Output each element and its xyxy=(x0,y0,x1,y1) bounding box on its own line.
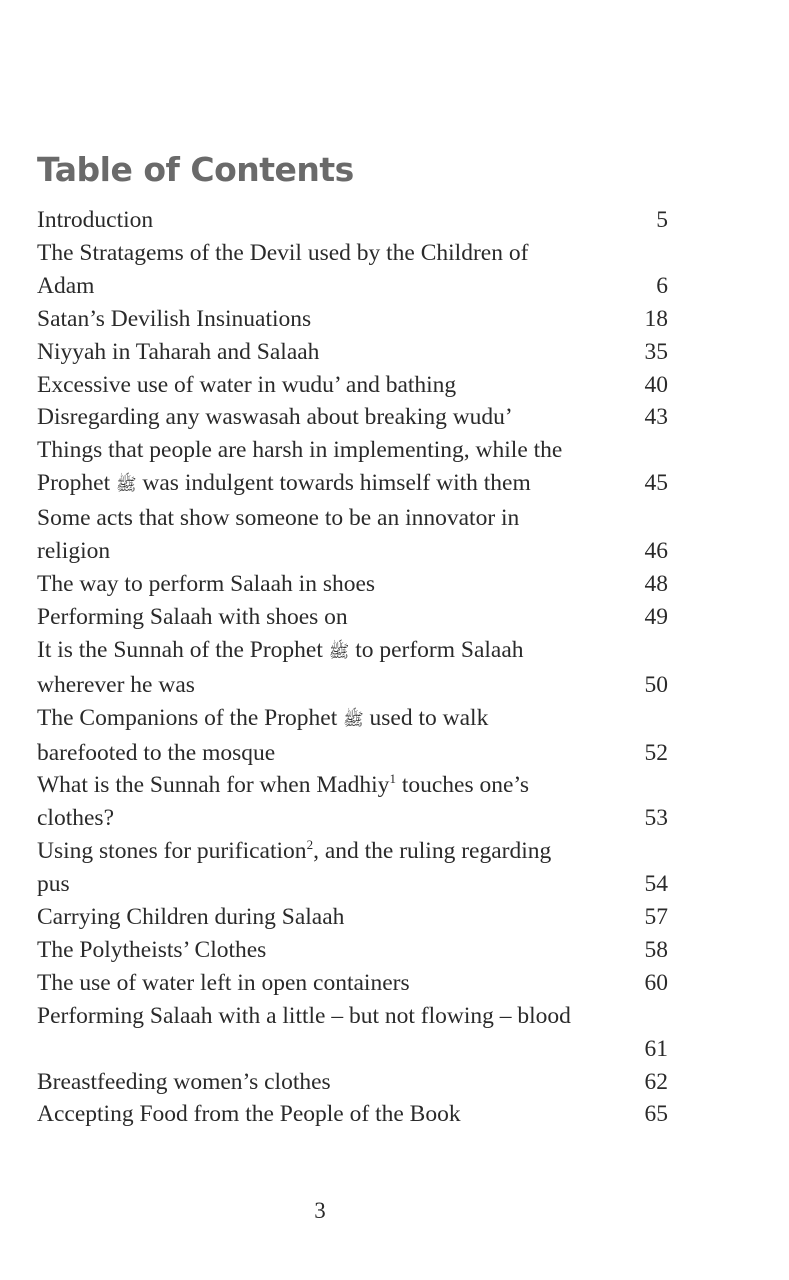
toc-entry-line xyxy=(37,369,668,402)
toc-entry-line xyxy=(37,204,668,237)
toc-entry-line xyxy=(37,802,668,835)
honorific-glyph: ﷺ xyxy=(328,641,350,661)
toc-entry[interactable] xyxy=(37,237,668,303)
honorific-glyph: ﷺ xyxy=(115,475,137,495)
toc-entry-line xyxy=(37,901,668,934)
toc-entry[interactable] xyxy=(37,502,668,568)
toc-entry-title: Carrying Children during Salaah xyxy=(37,904,345,931)
toc-entry-title: Adam xyxy=(37,272,95,299)
toc-entry-line xyxy=(37,270,668,303)
toc-entry-page: 5 xyxy=(656,207,668,233)
toc-entry-title: Some acts that show someone to be an innovator in xyxy=(37,505,520,532)
toc-entry[interactable] xyxy=(37,934,668,967)
toc-entry-page: 54 xyxy=(644,871,668,898)
toc-entry-title: Accepting Food from the People of the Book xyxy=(37,1101,461,1128)
toc-entry-page: 18 xyxy=(644,305,668,332)
page-number: 3 xyxy=(314,1198,326,1223)
toc-entry[interactable] xyxy=(37,434,668,502)
toc-entry-line xyxy=(37,502,668,535)
toc-entry[interactable] xyxy=(37,568,668,601)
toc-entry-line xyxy=(37,336,668,369)
toc-entry-page: 58 xyxy=(644,936,668,963)
toc-entry-title: Excessive use of water in wudu’ and bathing xyxy=(37,371,457,398)
toc-entry-line xyxy=(37,967,668,1000)
toc-entry-line xyxy=(37,401,668,434)
toc-entry-line xyxy=(37,434,668,467)
toc-entry-line xyxy=(37,535,668,568)
toc-entry-page: 61 xyxy=(644,1035,668,1062)
toc-entry-title: Breastfeeding women’s clothes xyxy=(37,1068,331,1095)
toc-entry-line xyxy=(37,634,668,669)
toc-entry-title: The Stratagems of the Devil used by the Children of xyxy=(37,239,529,266)
toc-entry-page: 35 xyxy=(644,338,668,365)
toc-entry-page: 60 xyxy=(644,969,668,996)
toc-entry-title: wherever he was xyxy=(37,671,195,698)
toc-entry-line xyxy=(37,702,668,737)
toc-entry-line xyxy=(37,868,668,901)
toc-entry-page: 40 xyxy=(644,371,668,398)
toc-entry[interactable] xyxy=(37,1066,668,1099)
toc-entry-title: Satan’s Devilish Insinuations xyxy=(37,305,312,332)
toc-entry-page: 52 xyxy=(644,739,668,766)
toc-entry[interactable] xyxy=(37,901,668,934)
toc-entry[interactable] xyxy=(37,769,668,835)
toc-entry[interactable] xyxy=(37,702,668,770)
toc-entry-line xyxy=(37,303,668,336)
toc-entry-line xyxy=(37,769,668,802)
toc-entry-title: It is the Sunnah of the Prophet ﷺ to perform Salaah xyxy=(37,636,524,663)
toc-entry-line xyxy=(37,737,668,770)
toc-entry-page: 57 xyxy=(644,904,668,931)
toc-entry-title: Performing Salaah with shoes on xyxy=(37,603,348,630)
toc-entry[interactable] xyxy=(37,1000,668,1066)
toc-entry[interactable] xyxy=(37,835,668,901)
toc-entry[interactable] xyxy=(37,634,668,702)
toc-entry-line xyxy=(37,934,668,967)
toc-entry-page: 50 xyxy=(644,671,668,698)
toc-entry-title: Performing Salaah with a little – but not flowing – blood xyxy=(37,1002,571,1029)
toc-entry-title: The Companions of the Prophet ﷺ used to walk xyxy=(37,704,489,731)
toc-entry[interactable] xyxy=(37,303,668,336)
toc-entry-line xyxy=(37,467,668,502)
toc-entry-page: 6 xyxy=(656,272,668,299)
toc-entry-title: The way to perform Salaah in shoes xyxy=(37,570,376,597)
toc-entry[interactable] xyxy=(37,1098,668,1131)
toc-entry-title: Things that people are harsh in implementing, while the xyxy=(37,437,563,464)
toc-entry-page: 46 xyxy=(644,538,668,565)
toc-entry-page: 43 xyxy=(644,404,668,431)
toc-entry-line xyxy=(37,568,668,601)
toc-entry-title: What is the Sunnah for when Madhiy$^1$ touches one’s xyxy=(37,771,530,799)
page-title: Table of Contents xyxy=(37,150,354,189)
toc-entry-title: The use of water left in open containers xyxy=(37,969,410,996)
toc-entry-page: 65 xyxy=(644,1101,668,1128)
toc-entry-line xyxy=(37,237,668,270)
toc-entry-title: barefooted to the mosque xyxy=(37,739,276,766)
toc-entry-line xyxy=(37,1098,668,1131)
toc-entry[interactable] xyxy=(37,967,668,1000)
toc-entry-title: pus xyxy=(37,871,70,898)
toc-entry[interactable] xyxy=(37,369,668,402)
toc-entry-page: 62 xyxy=(644,1068,668,1095)
toc-entry-title: The Polytheists’ Clothes xyxy=(37,936,267,963)
toc-entry-title: Disregarding any waswasah about breaking wudu’ xyxy=(37,404,513,431)
toc-entry-page: 45 xyxy=(644,470,668,497)
toc-entry-line xyxy=(37,1033,668,1066)
toc-entry-title: religion xyxy=(37,538,111,565)
toc-entry-title: Using stones for purification$^2$, and the ruling regarding xyxy=(37,837,552,865)
toc-entry[interactable] xyxy=(37,336,668,369)
toc-entry[interactable] xyxy=(37,401,668,434)
honorific-glyph: ﷺ xyxy=(343,709,364,729)
footnote-marker: 2 xyxy=(306,837,314,853)
toc-entry-title: clothes? xyxy=(37,805,114,832)
toc-entry-page: 48 xyxy=(644,570,668,597)
toc-entry-page: 53 xyxy=(644,805,668,832)
toc-entry-line xyxy=(37,835,668,868)
toc-entry-title: Prophet ﷺ was indulgent towards himself with them xyxy=(37,470,531,497)
toc-entry-page: 49 xyxy=(644,603,668,630)
toc-entry-line xyxy=(37,1000,668,1033)
footnote-marker: 1 xyxy=(389,771,396,787)
toc-entry[interactable] xyxy=(37,204,668,237)
toc-entry[interactable] xyxy=(37,601,668,634)
toc-entry-line xyxy=(37,669,668,702)
toc-entry-line xyxy=(37,1066,668,1099)
toc-entry-title: Niyyah in Taharah and Salaah xyxy=(37,338,320,365)
table-of-contents xyxy=(37,204,668,1131)
toc-entry-line xyxy=(37,601,668,634)
toc-entry-title: Introduction xyxy=(37,207,154,233)
